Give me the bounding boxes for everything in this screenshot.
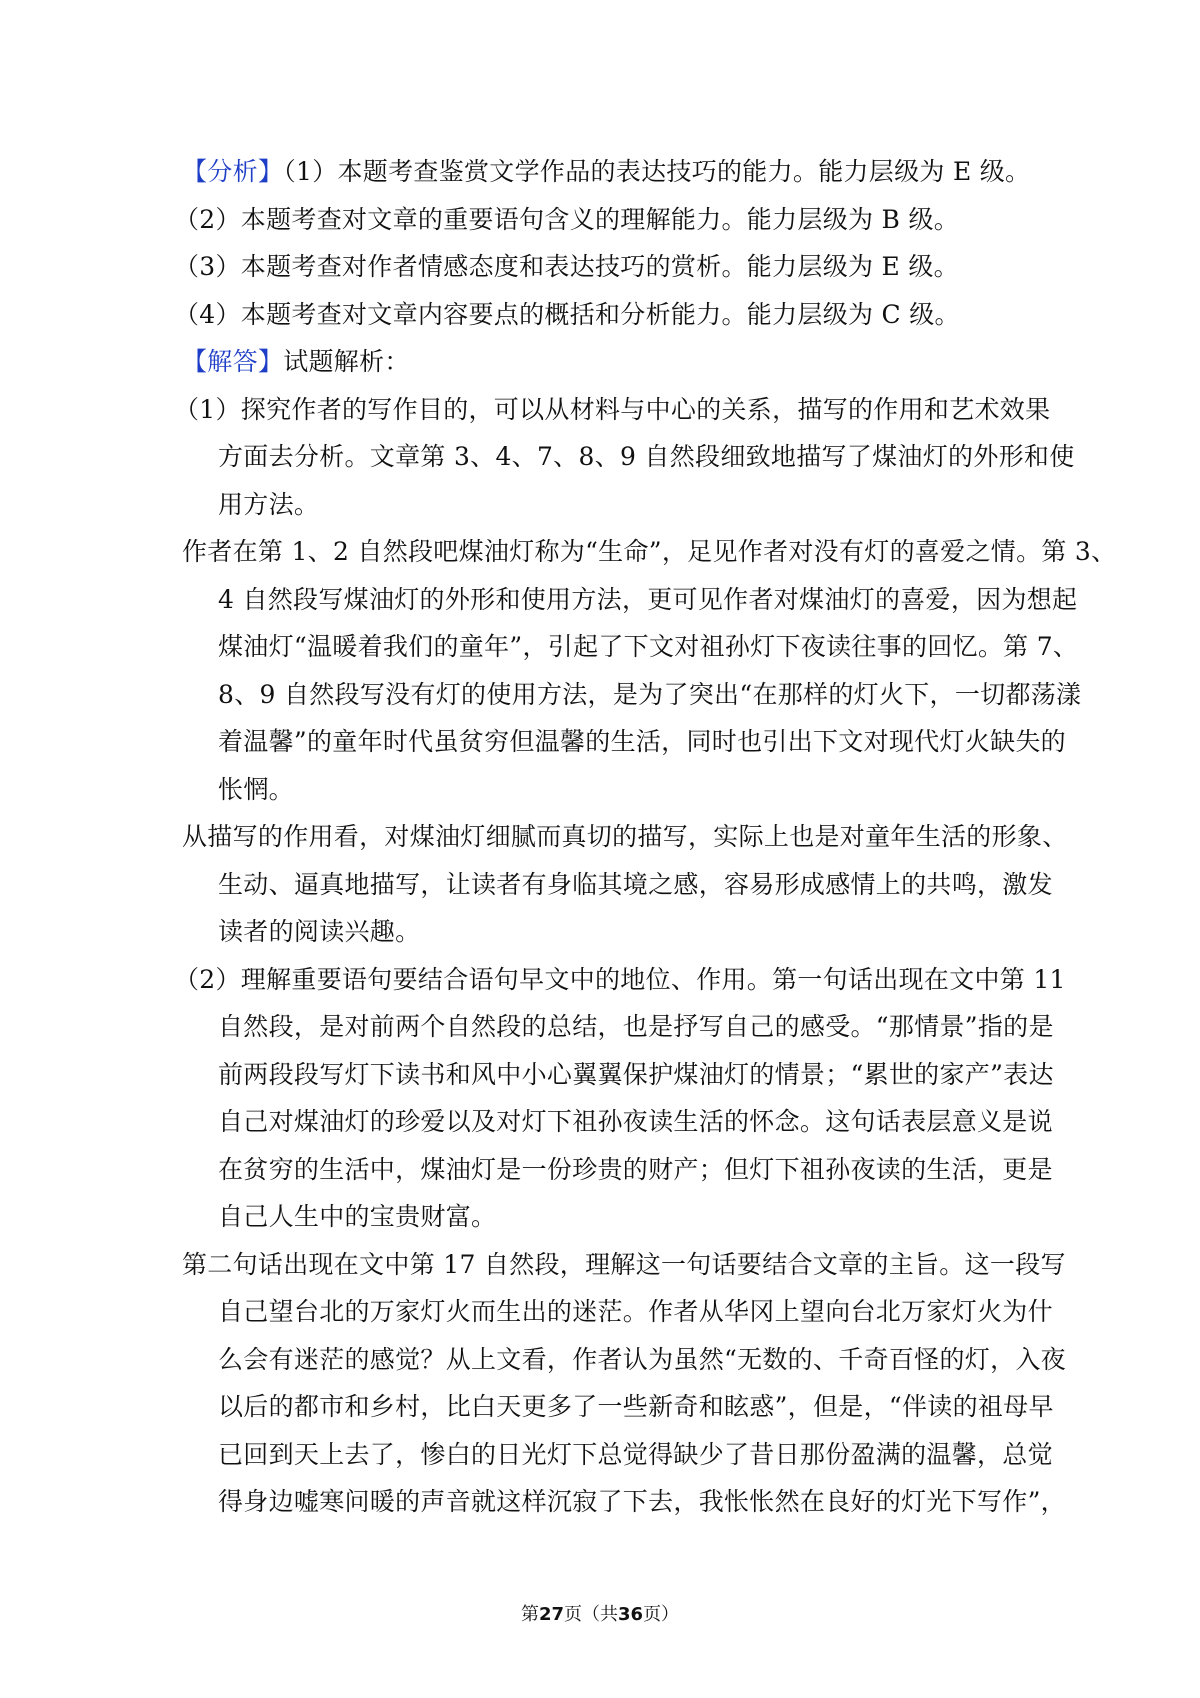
analysis-text-1: （1）本题考查鉴赏文学作品的表达技巧的能力。能力层级为 E 级。 — [283, 157, 1031, 186]
answer-line-22: 以后的都市和乡村，比白天更多了一些新奇和眩惑”，但是，“伴读的祖母早 — [218, 1392, 1054, 1421]
analysis-line-3: （3）本题考查对作者情感态度和表达技巧的赏析。能力层级为 E 级。 — [174, 252, 959, 281]
answer-line-10: 从描写的作用看，对煤油灯细腻而真切的描写，实际上也是对童年生活的形象、 — [182, 822, 1068, 851]
answer-line-20: 自己望台北的万家灯火而生出的迷茫。作者从华冈上望向台北万家灯火为什 — [218, 1297, 1053, 1326]
footer-page-number: 27 — [538, 1604, 564, 1625]
footer-middle: 页（共 — [564, 1604, 618, 1625]
answer-line-19: 第二句话出现在文中第 17 自然段，理解这一句话要结合文章的主旨。这一段写 — [182, 1249, 1066, 1279]
answer-line-7: 8、9 自然段写没有灯的使用方法，是为了突出“在那样的灯火下，一切都荡漾 — [218, 679, 1082, 709]
footer-prefix: 第 — [520, 1604, 539, 1625]
answer-line-8: 着温馨”的童年时代虽贫穷但温馨的生活，同时也引出下文对现代灯火缺失的 — [218, 727, 1066, 756]
answer-intro: 试题解析： — [283, 347, 410, 376]
answer-line-13: （2）理解重要语句要结合语句早文中的地位、作用。第一句话出现在文中第 11 — [174, 964, 1066, 994]
answer-line-1: （1）探究作者的写作目的，可以从材料与中心的关系，描写的作用和艺术效果 — [174, 394, 1051, 424]
answer-line-12: 读者的阅读兴趣。 — [218, 917, 421, 946]
answer-line-14: 自然段，是对前两个自然段的总结，也是抒写自己的感受。“那情景”指的是 — [218, 1012, 1054, 1041]
answer-line-24: 得身边嘘寒问暖的声音就这样沉寂了下去，我怅怅然在良好的灯光下写作”， — [218, 1487, 1066, 1516]
answer-line-2: 方面去分析。文章第 3、4、7、8、9 自然段细致地描写了煤油灯的外形和使 — [218, 442, 1075, 471]
answer-line-15: 前两段段写灯下读书和风中小心翼翼保护煤油灯的情景；“累世的家产”表达 — [218, 1059, 1054, 1089]
page-content — [174, 148, 1117, 1526]
answer-line-6: 煤油灯“温暖着我们的童年”，引起了下文对祖孙灯下夜读往事的回忆。第 7、 — [218, 632, 1079, 661]
analysis-tag: 【分析】 — [182, 157, 284, 186]
analysis-line-2: （2）本题考查对文章的重要语句含义的理解能力。能力层级为 B 级。 — [174, 204, 960, 234]
footer-total-pages: 36 — [618, 1604, 644, 1625]
answer-line-18: 自己人生中的宝贵财富。 — [218, 1202, 497, 1231]
answer-line-16: 自己对煤油灯的珍爱以及对灯下祖孙夜读生活的怀念。这句话表层意义是说 — [218, 1107, 1053, 1136]
answer-line-9: 怅惘。 — [218, 774, 294, 804]
analysis-line-4: （4）本题考查对文章内容要点的概括和分析能力。能力层级为 C 级。 — [174, 299, 960, 329]
answer-line-23: 已回到天上去了，惨白的日光灯下总觉得缺少了昔日那份盈满的温馨，总觉 — [218, 1439, 1053, 1469]
page-footer — [0, 1600, 1200, 1626]
answer-heading — [182, 338, 1022, 386]
answer-tag: 【解答】 — [182, 347, 284, 376]
answer-line-11: 生动、逼真地描写，让读者有身临其境之感，容易形成感情上的共鸣，激发 — [218, 869, 1053, 899]
footer-suffix: 页） — [643, 1604, 680, 1625]
answer-line-17: 在贫穷的生活中，煤油灯是一份珍贵的财产；但灯下祖孙夜读的生活，更是 — [218, 1154, 1053, 1184]
analysis-line-1 — [182, 148, 1031, 196]
answer-line-4: 作者在第 1、2 自然段吧煤油灯称为“生命”，足见作者对没有灯的喜爱之情。第 3、 — [182, 537, 1117, 566]
answer-line-3: 用方法。 — [218, 489, 320, 519]
answer-line-5: 4 自然段写煤油灯的外形和使用方法，更可见作者对煤油灯的喜爱，因为想起 — [218, 584, 1078, 614]
answer-line-21: 么会有迷茫的感觉？从上文看，作者认为虽然“无数的、千奇百怪的灯，入夜 — [218, 1344, 1066, 1374]
